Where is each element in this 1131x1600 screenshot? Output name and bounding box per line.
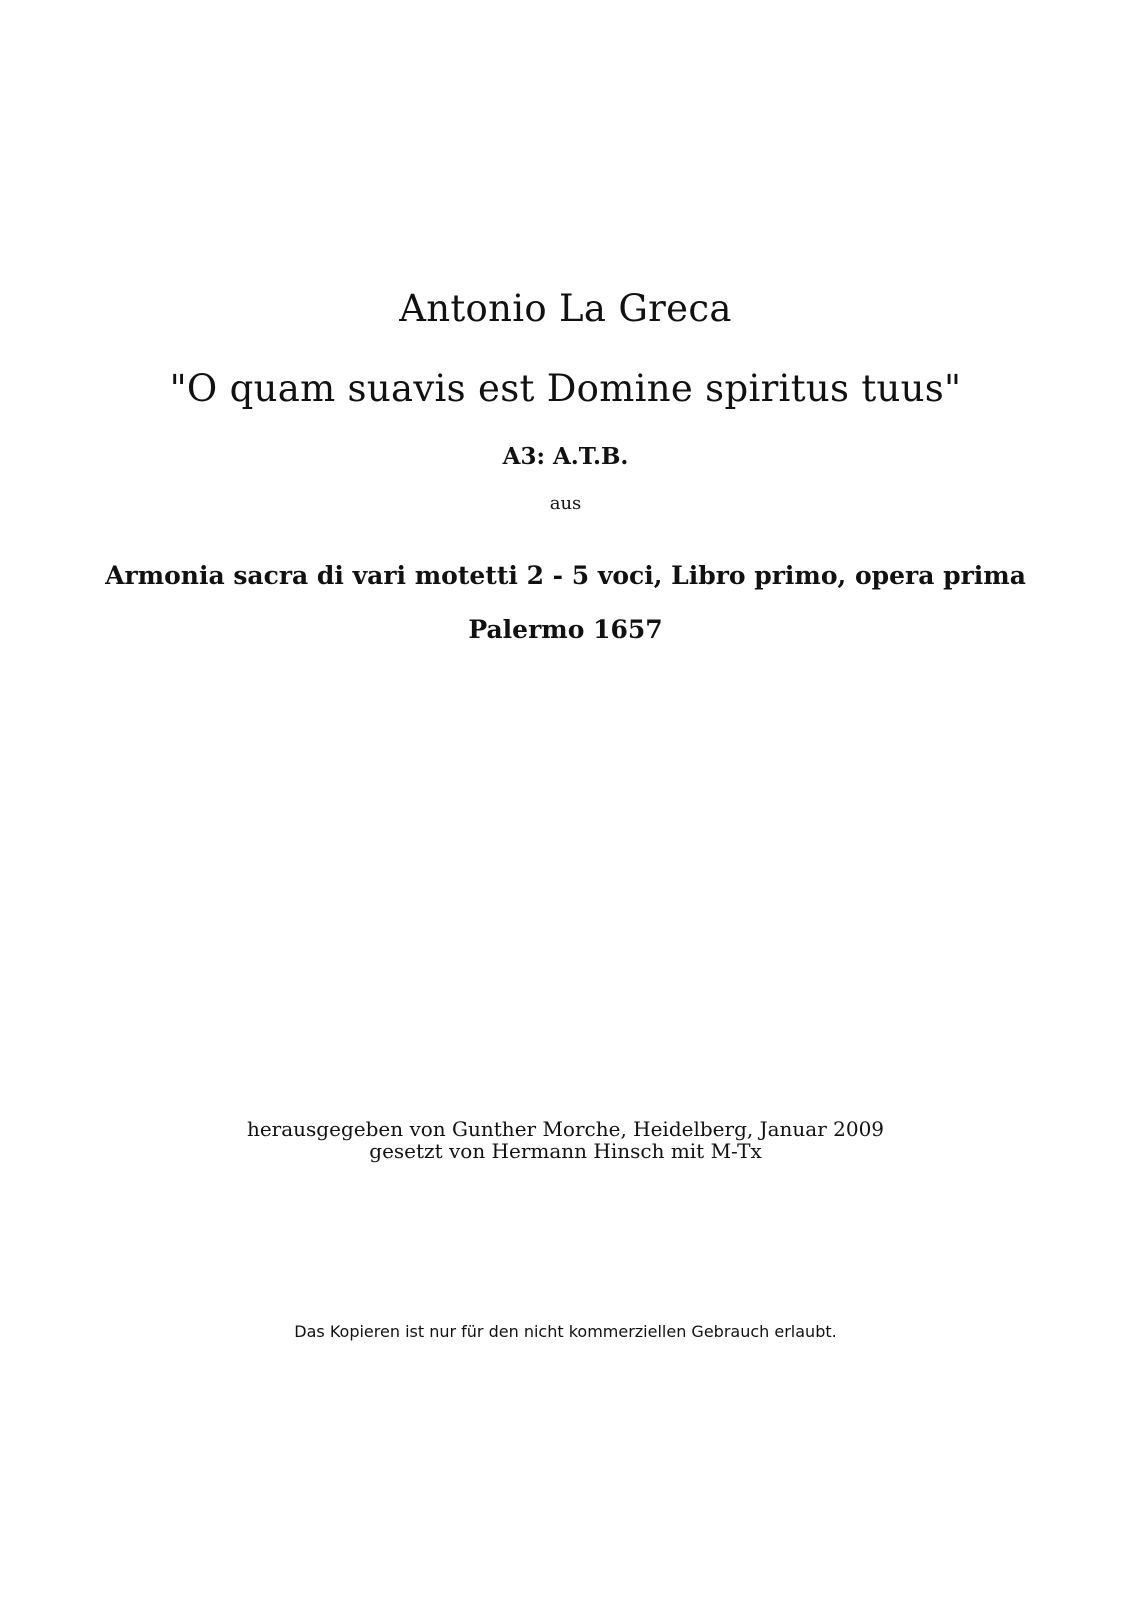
composer-name: Antonio La Greca xyxy=(399,287,732,330)
collection-title: Armonia sacra di vari motetti 2 - 5 voci, Libro primo, opera prima xyxy=(105,561,1026,590)
work-title: "O quam suavis est Domine spiritus tuus" xyxy=(169,367,962,410)
from-label: aus xyxy=(549,493,582,514)
editor-credit: herausgegeben von Gunther Morche, Heidelberg, Januar 2009 xyxy=(246,1117,885,1141)
voicing: A3: A.T.B. xyxy=(502,443,629,470)
copyright-notice: Das Kopieren ist nur für den nicht kommerziellen Gebrauch erlaubt. xyxy=(294,1322,837,1341)
typesetter-credit: gesetzt von Hermann Hinsch mit M-Tx xyxy=(369,1139,762,1163)
place-and-year: Palermo 1657 xyxy=(468,615,663,644)
